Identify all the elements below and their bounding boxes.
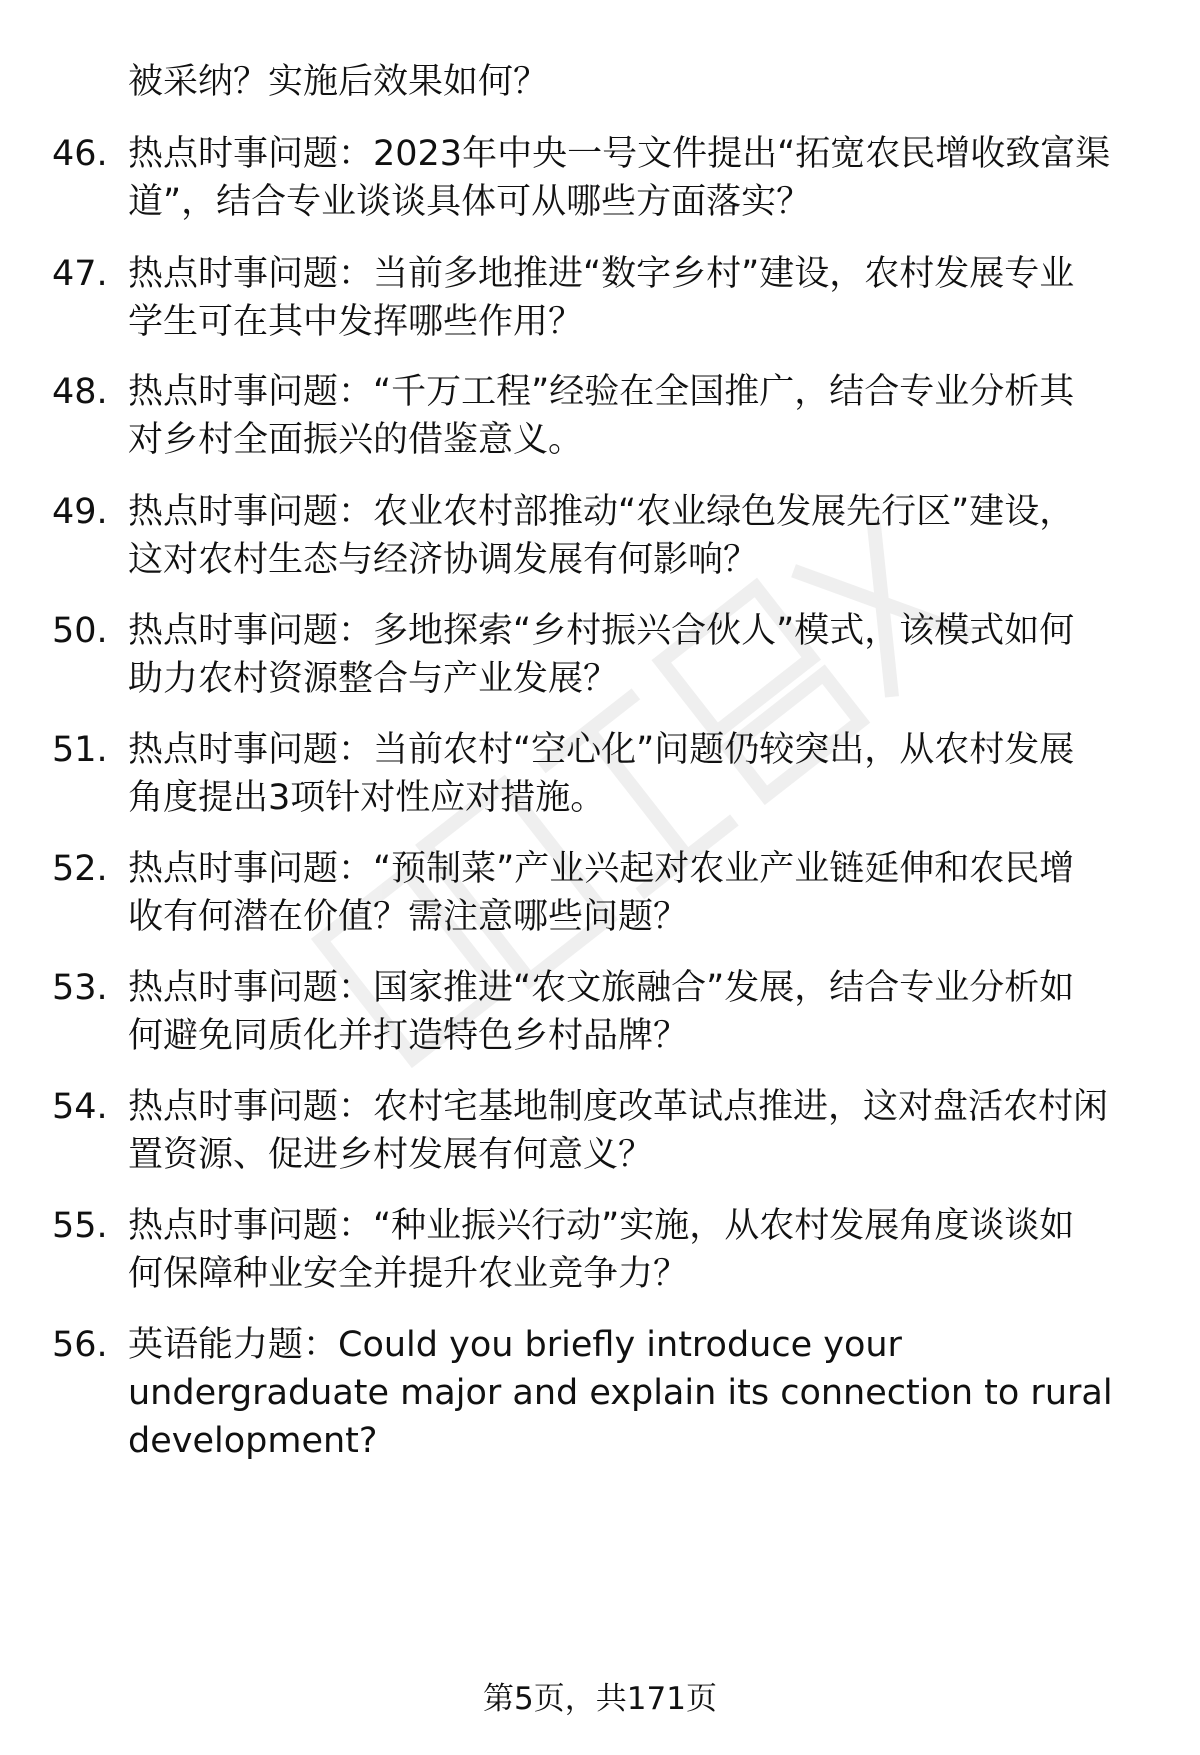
question-text-line: 道”，结合专业谈谈具体可从哪些方面落实？ bbox=[128, 182, 812, 222]
question-text-line: 助力农村资源整合与产业发展？ bbox=[128, 659, 619, 699]
question-number: 46. bbox=[52, 134, 108, 174]
question-number: 50. bbox=[52, 611, 108, 651]
question-text-line: 英语能力题：Could you briefly introduce your bbox=[128, 1325, 902, 1365]
question-number: 47. bbox=[52, 254, 108, 294]
question-text-line: 何保障种业安全并提升农业竞争力？ bbox=[128, 1254, 689, 1294]
question-text-line: 热点时事问题：当前农村“空心化”问题仍较突出，从农村发展 bbox=[128, 730, 1075, 770]
question-number: 52. bbox=[52, 849, 108, 889]
page-footer: 第5页，共171页 bbox=[483, 1681, 717, 1717]
question-text-line: 置资源、促进乡村发展有何意义？ bbox=[128, 1135, 654, 1175]
question-text-line: undergraduate major and explain its connection to rural bbox=[128, 1373, 1113, 1413]
question-text-line: 这对农村生态与经济协调发展有何影响？ bbox=[128, 540, 759, 580]
question-text-line: 角度提出3项针对性应对措施。 bbox=[128, 778, 606, 818]
question-text-line: 热点时事问题：“千万工程”经验在全国推广，结合专业分析其 bbox=[128, 372, 1075, 412]
question-text-line: 热点时事问题：“预制菜”产业兴起对农业产业链延伸和农民增 bbox=[128, 849, 1075, 889]
question-text-line: 收有何潜在价值？需注意哪些问题？ bbox=[128, 897, 689, 937]
continuation-line: 被采纳？实施后效果如何？ bbox=[128, 62, 549, 102]
question-text-line: 热点时事问题：农村宅基地制度改革试点推进，这对盘活农村闲 bbox=[128, 1087, 1109, 1127]
question-number: 51. bbox=[52, 730, 108, 770]
question-number: 56. bbox=[52, 1325, 108, 1365]
question-number: 53. bbox=[52, 968, 108, 1008]
question-text-line: 热点时事问题：国家推进“农文旅融合”发展，结合专业分析如 bbox=[128, 968, 1075, 1008]
question-number: 49. bbox=[52, 492, 108, 532]
question-text-line: development? bbox=[128, 1421, 378, 1461]
question-text-line: 何避免同质化并打造特色乡村品牌？ bbox=[128, 1016, 689, 1056]
question-text-line: 热点时事问题：2023年中央一号文件提出“拓宽农民增收致富渠 bbox=[128, 134, 1111, 174]
question-number: 55. bbox=[52, 1206, 108, 1246]
question-text-line: 热点时事问题：多地探索“乡村振兴合伙人”模式，该模式如何 bbox=[128, 611, 1075, 651]
question-text-line: 热点时事问题：农业农村部推动“农业绿色发展先行区”建设， bbox=[128, 492, 1075, 532]
question-text-line: 对乡村全面振兴的借鉴意义。 bbox=[128, 420, 584, 460]
question-text-line: 学生可在其中发挥哪些作用？ bbox=[128, 302, 584, 342]
question-text-line: 热点时事问题：“种业振兴行动”实施，从农村发展角度谈谈如 bbox=[128, 1206, 1075, 1246]
question-number: 48. bbox=[52, 372, 108, 412]
question-number: 54. bbox=[52, 1087, 108, 1127]
question-text-line: 热点时事问题：当前多地推进“数字乡村”建设，农村发展专业 bbox=[128, 254, 1075, 294]
